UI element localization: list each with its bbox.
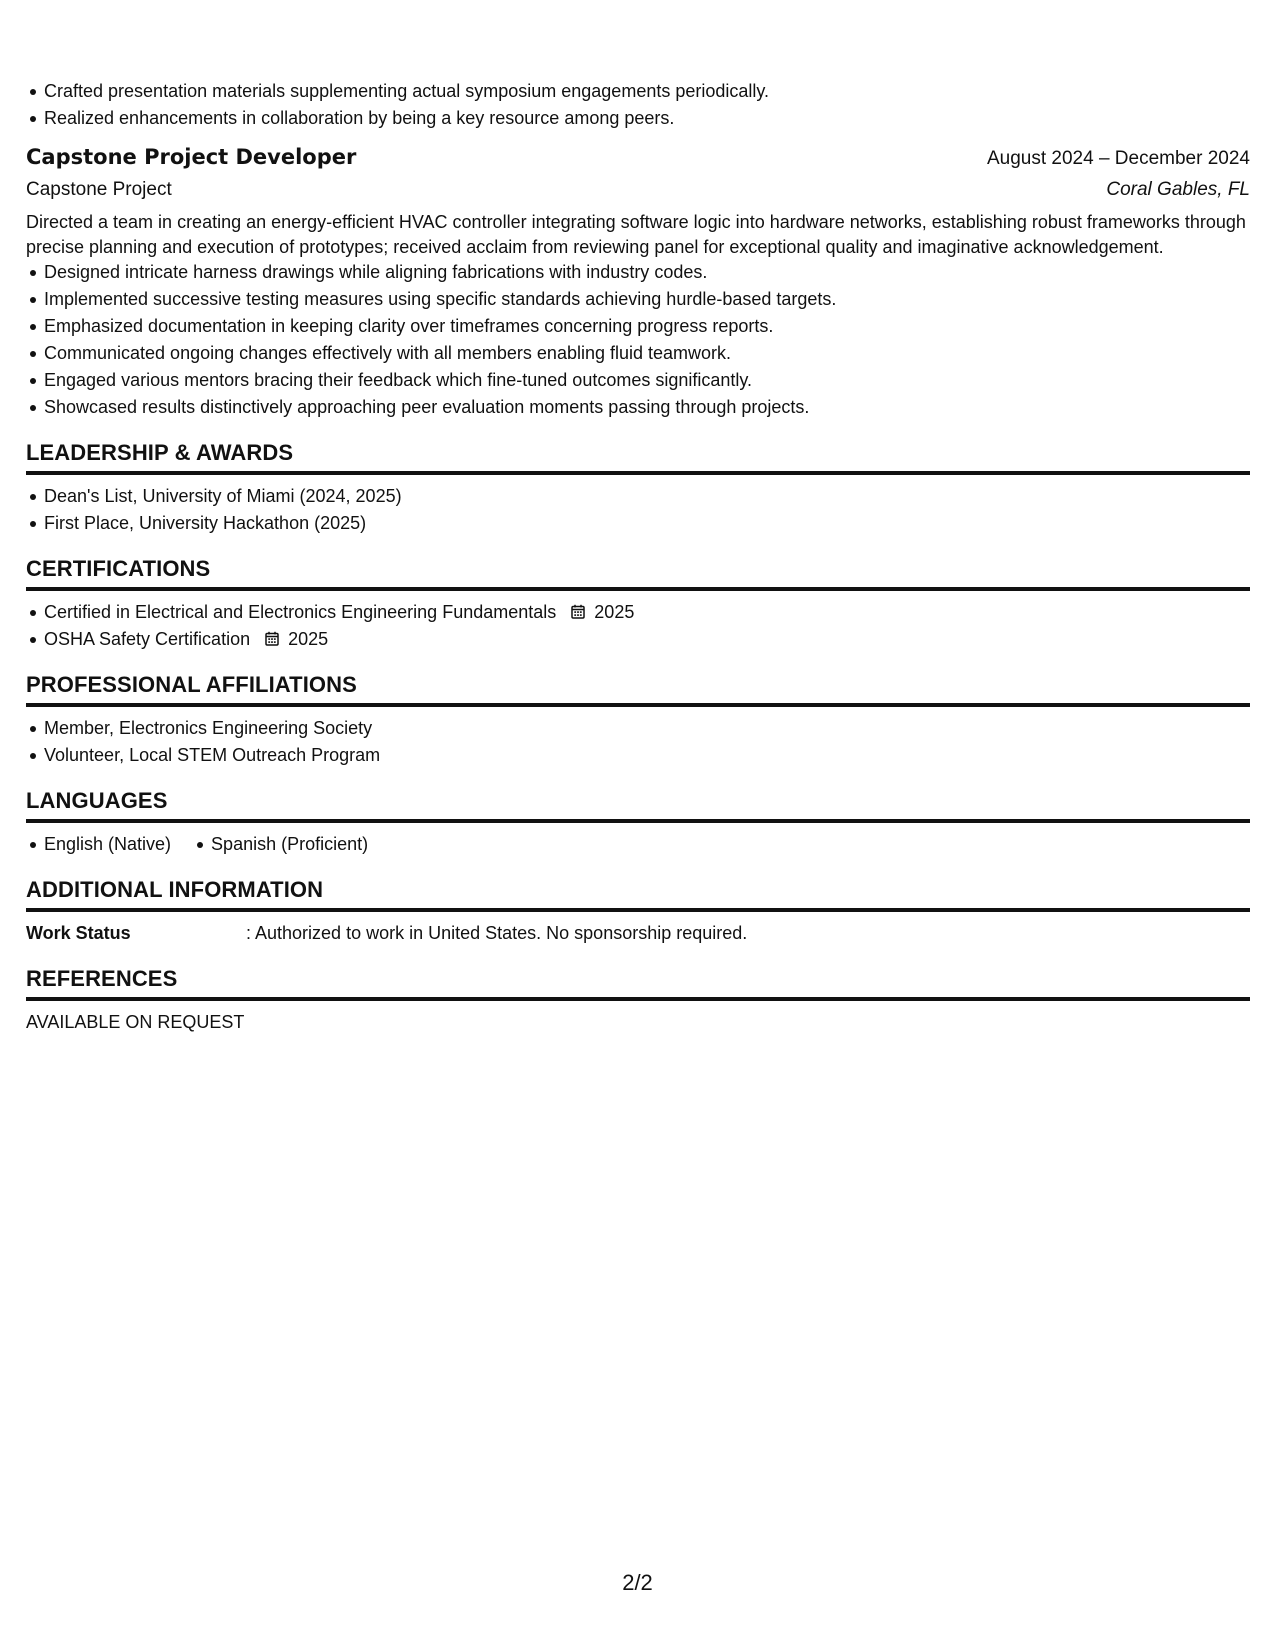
list-item: Communicated ongoing changes effectively with all members enabling fluid teamwork.	[26, 340, 1250, 367]
job-title: Capstone Project Developer	[26, 145, 357, 169]
work-status-value: : Authorized to work in United States. No sponsorship required.	[246, 923, 748, 943]
languages-list	[26, 831, 1250, 858]
references-text: AVAILABLE ON REQUEST	[26, 1012, 245, 1032]
certification-name: Certified in Electrical and Electronics Engineering Fundamentals	[44, 602, 557, 622]
list-item: Member, Electronics Engineering Society	[26, 715, 1250, 742]
work-status-label: Work Status	[26, 923, 131, 943]
list-item: Volunteer, Local STEM Outreach Program	[26, 742, 1250, 769]
job-location: Coral Gables, FL	[1106, 179, 1250, 200]
job-subheader	[26, 176, 1250, 204]
section-title: LANGUAGES	[26, 787, 1250, 823]
certifications-list	[26, 599, 1250, 653]
section-title: CERTIFICATIONS	[26, 555, 1250, 591]
section-title: PROFESSIONAL AFFILIATIONS	[26, 671, 1250, 707]
list-item	[26, 599, 1250, 626]
job-bullets	[26, 259, 1250, 421]
list-item: Designed intricate harness drawings while aligning fabrications with industry codes.	[26, 259, 1250, 286]
certification-year: 2025	[594, 602, 635, 622]
list-item: Dean's List, University of Miami (2024, 2025)	[26, 483, 1250, 510]
previous-job-bullets	[26, 78, 1250, 132]
references-section	[26, 965, 1250, 1036]
affiliations-section	[26, 671, 1250, 769]
job-header	[26, 142, 1250, 174]
list-item: Realized enhancements in collaboration by being a key resource among peers.	[26, 105, 1250, 132]
work-status-row	[26, 920, 1250, 947]
certification-year: 2025	[288, 629, 329, 649]
list-item: Engaged various mentors bracing their feedback which fine-tuned outcomes significantly.	[26, 367, 1250, 394]
leadership-list	[26, 483, 1250, 537]
job-dates: August 2024 – December 2024	[986, 148, 1250, 169]
resume-page	[26, 78, 1250, 1036]
list-item: Spanish (Proficient)	[193, 831, 368, 858]
section-title: REFERENCES	[26, 965, 1250, 1001]
list-item: Implemented successive testing measures using specific standards achieving hurdle-based targets.	[26, 286, 1250, 313]
section-title: LEADERSHIP & AWARDS	[26, 439, 1250, 475]
page-number: 2/2	[622, 1570, 653, 1595]
list-item: Crafted presentation materials supplementing actual symposium engagements periodically.	[26, 78, 1250, 105]
job-organization: Capstone Project	[26, 179, 172, 200]
list-item: Emphasized documentation in keeping clarity over timeframes concerning progress reports.	[26, 313, 1250, 340]
additional-info-section	[26, 876, 1250, 947]
certifications-section	[26, 555, 1250, 653]
languages-section	[26, 787, 1250, 858]
calendar-icon	[265, 631, 279, 646]
job-description: Directed a team in creating an energy-efficient HVAC controller integrating software logic into hardware networks, establishing robust frameworks through precise planning and execution of prototypes; received acclaim from reviewing panel for exceptional quality and imaginative acknowledgement.	[26, 212, 1246, 257]
list-item	[26, 626, 1250, 653]
list-item: Showcased results distinctively approaching peer evaluation moments passing through projects.	[26, 394, 1250, 421]
certification-name: OSHA Safety Certification	[44, 629, 251, 649]
section-title: ADDITIONAL INFORMATION	[26, 876, 1250, 912]
list-item: First Place, University Hackathon (2025)	[26, 510, 1250, 537]
leadership-section	[26, 439, 1250, 537]
list-item: English (Native)	[26, 831, 171, 858]
calendar-icon	[571, 604, 585, 619]
affiliations-list	[26, 715, 1250, 769]
